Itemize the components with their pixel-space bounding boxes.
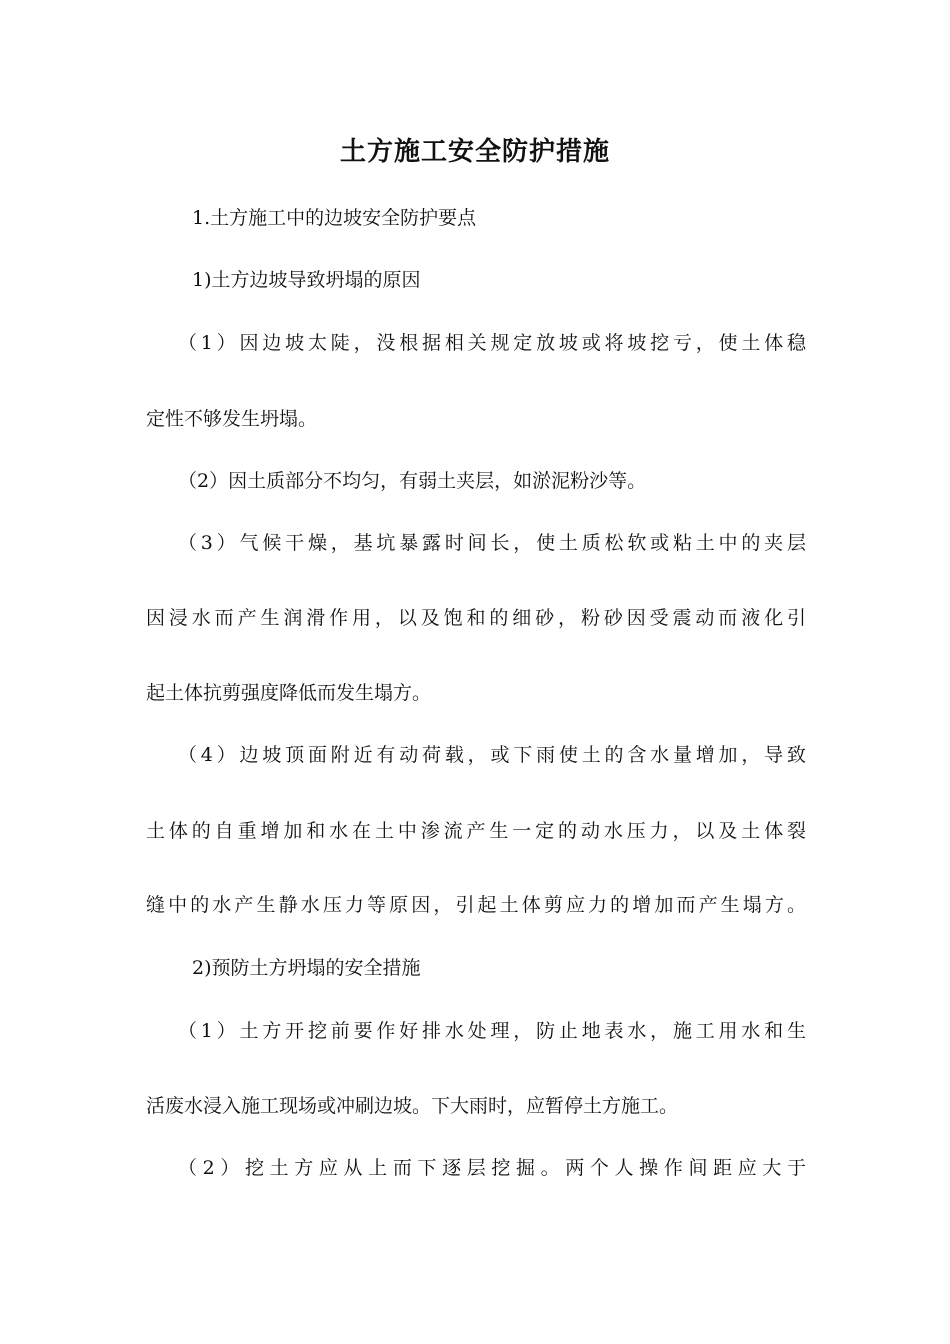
paragraph-line: 土体的自重增加和水在土中渗流产生一定的动水压力，以及土体裂 <box>146 820 806 842</box>
subsection-heading: 2)预防土方坍塌的安全措施 <box>192 957 421 979</box>
paragraph-line: （2）因土质部分不均匀，有弱土夹层，如淤泥粉沙等。 <box>178 470 647 492</box>
paragraph-line: （4）边坡顶面附近有动荷载，或下雨使土的含水量增加，导致 <box>178 744 806 766</box>
paragraph-line: 定性不够发生坍塌。 <box>146 408 318 430</box>
section-heading: 1.土方施工中的边坡安全防护要点 <box>192 207 477 229</box>
document-title: 土方施工安全防护措施 <box>339 137 610 167</box>
paragraph-line: （3）气候干燥，基坑暴露时间长，使土质松软或粘土中的夹层 <box>178 532 806 554</box>
paragraph-line: （1）土方开挖前要作好排水处理，防止地表水，施工用水和生 <box>178 1020 806 1042</box>
paragraph-line: 活废水浸入施工现场或冲刷边坡。下大雨时，应暂停土方施工。 <box>146 1095 679 1117</box>
paragraph-line: （1）因边坡太陡，没根据相关规定放坡或将坡挖亏，使土体稳 <box>178 332 806 354</box>
paragraph-line: （2）挖土方应从上而下逐层挖掘。两个人操作间距应大于 <box>178 1157 806 1179</box>
paragraph-line: 因浸水而产生润滑作用，以及饱和的细砂，粉砂因受震动而液化引 <box>146 607 806 629</box>
paragraph-line: 起土体抗剪强度降低而发生塌方。 <box>146 682 432 704</box>
paragraph-line: 缝中的水产生静水压力等原因，引起土体剪应力的增加而产生塌方。 <box>146 894 806 916</box>
subsection-heading: 1)土方边坡导致坍塌的原因 <box>192 269 421 291</box>
